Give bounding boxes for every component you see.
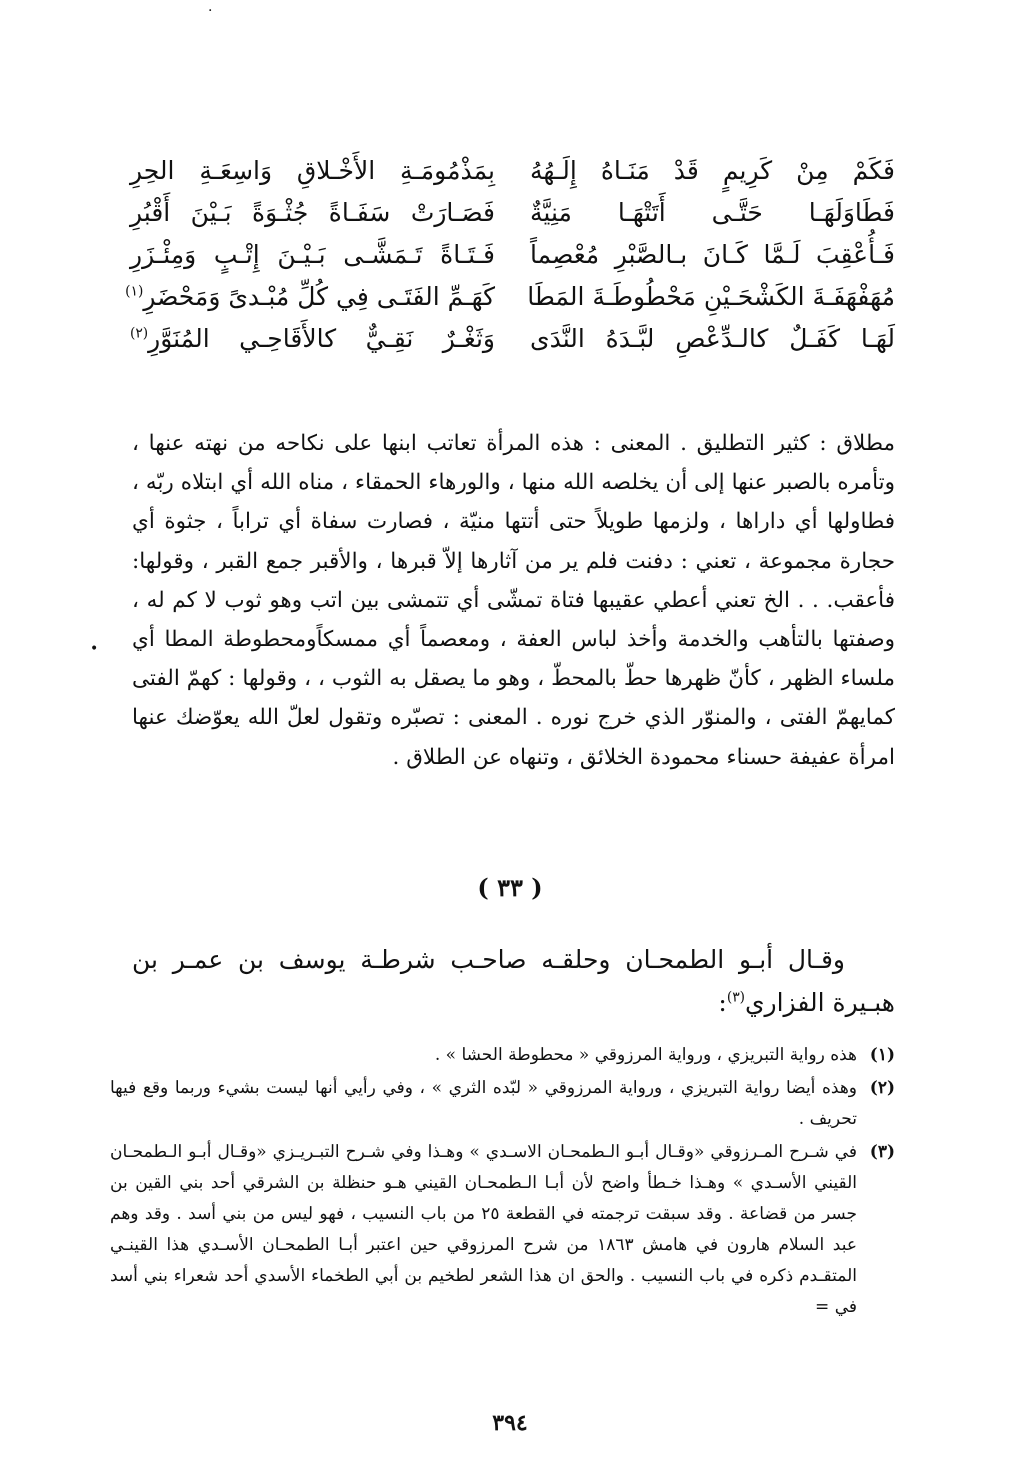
top-margin-mark: ·	[208, 3, 213, 19]
verse-4	[125, 276, 895, 318]
verse-4-second-hemistich	[125, 276, 495, 318]
footnote-1-number: (١)	[869, 1045, 895, 1065]
verse-1-first-hemistich: فَكَمْ مِنْ كَرِيمٍ قَدْ مَنَـاهُ إِلَـهُهُ	[530, 156, 895, 185]
footnote-2-number: (٢)	[869, 1078, 895, 1098]
section-number: ( ٣٣ )	[477, 873, 543, 902]
side-margin-mark: •	[90, 641, 99, 657]
verse-5-second-text: وَثَغْـرٌ نَقِـيٌّ كالأَقَاحِـي المُنَوَّرِ	[148, 324, 495, 353]
footnotes	[110, 1040, 895, 1325]
verse-3-first-hemistich: فَـأُعْقِبَ لَـمَّا كَـانَ بـالصَّبْرِ مُعْصِماً	[530, 240, 895, 269]
footnote-ref-1: (١)	[125, 283, 144, 300]
introduction-text: وقـال أبـو الطمحـان وحلقـه صاحـب شرطـة يوسف بن عمـر بن هبـيرة الفزاري	[132, 945, 895, 1017]
verse-3	[130, 234, 895, 276]
poem-introduction	[132, 938, 895, 1024]
footnote-3-number: (٣)	[869, 1142, 895, 1162]
footnote-ref-3: (٣)	[726, 989, 745, 1006]
footnote-1-text: هذه رواية التبريزي ، ورواية المرزوقي « محطوطة الحشا » .	[434, 1045, 857, 1065]
commentary-paragraph: مطلاق : كثير التطليق . المعنى : هذه المرأة تعاتب ابنها على نكاحه من نهته عنها ، وتأمره بالصبر عنها إلى أن يخلصه الله منها ، والورهاء الحمقاء ، مناه الله أي ابتلاه ربّه ، فطاولها أي داراها ، ولزمها طويلاً حتى أتتها منيّة ، فصارت سفاة أي تراباً ، جثوة أي حجارة مجموعة ، تعني : دفنت فلم ير من آثارها إلاّ قبرها ، والأقبر جمع القبر ، وقولها: فأعقب. . . الخ تعني أعطي عقيبها فتاة تمشّى أي تتمشى بين اتب وهو ثوب لا كم له ، وصفتها بالتأهب والخدمة وأخذ لباس العفة ، ومعصماً أي ممسكاًومحطوطة المطا أي ملساء الظهر ، كأنّ ظهرها حطّ بالمحطّ ، وهو ما يصقل به الثوب ، ، وقولها : كهمّ الفتى كمايهمّ الفتى ، والمنوّر الذي خرج نوره . المعنى : تصبّره وتقول لعلّ الله يعوّضك عنها امرأة عفيفة حسناء محمودة الخلائق ، وتنهاه عن الطلاق .	[132, 431, 895, 770]
poem	[125, 150, 895, 360]
verse-4-first-hemistich: مُهَفْهَفَـةَ الكَشْحَـيْنِ مَحْطُوطَـةَ المَطَا	[527, 282, 895, 311]
verse-2-second-hemistich: فَصَـارَتْ سَفَـاةً جُثْـوَةً بَـيْنَ أَقْبُرِ	[130, 198, 495, 227]
verse-2-first-hemistich: فَطَاوَلَهَـا حَتَّـى أَتَتْهَـا مَنِيَّةٌ	[530, 198, 895, 227]
introduction-paragraph	[132, 938, 895, 1024]
introduction-colon: :	[718, 988, 727, 1017]
verse-5-second-hemistich	[130, 318, 495, 360]
verse-1-second-hemistich: بِمَذْمُومَـةِ الأَخْـلاقِ وَاسِعَـةِ الحِرِ	[130, 156, 495, 185]
verse-1	[130, 150, 895, 192]
footnote-1	[110, 1040, 895, 1071]
verse-2	[130, 192, 895, 234]
commentary	[132, 424, 895, 777]
footnote-ref-2: (٢)	[130, 325, 149, 342]
footnote-2	[110, 1073, 895, 1135]
verse-4-second-text: كَهَـمِّ الفَتَـى فِي كُلِّ مُبْـدىً وَمَحْضَرِ	[143, 282, 495, 311]
verse-5-first-hemistich: لَهَـا كَفَـلٌ كالـدِّعْصِ لبَّـدَهُ النَّدَى	[530, 324, 895, 353]
verse-3-second-hemistich: فَـتَـاةً تَـمَشَّـى بَـيْـنَ إِتْـبٍ وَمِئْـزَرِ	[130, 240, 495, 269]
verse-5	[130, 318, 895, 360]
footnote-3-text: في شـرح المـرزوقي «وقـال أبـو الـطمحـان الاسـدي » وهـذا وفي شـرح التبـريـزي «وقـال أبـو الـطمحـان القيني الأسـدي » وهـذا خـطأ واضح لأن أبـا الـطمحـان القيني هـو حنظلة بن الشرقي أحد بني القين بن جسر من قضاعة . وقد سبقت ترجمته في القطعة ٢٥ من باب النسيب ، فهو ليس من بني أسد . وقد وهم عبد السلام هارون في هامش ١٨٦٣ من شرح المرزوقي حين اعتبر أبـا الطمحـان الأسـدي هذا القينـي المتقـدم ذكره في باب النسيب . والحق ان هذا الشعر لطخيم بن أبي الطخماء الأسدي أحد شعراء بني أسد في =	[110, 1142, 857, 1317]
footnote-2-text: وهذه أيضا رواية التبريزي ، ورواية المرزوقي « لبّده الثري » ، وفي رأيي أنها ليست بشيء وربما وقع فيها تحريف .	[110, 1078, 857, 1129]
footnote-3	[110, 1137, 895, 1323]
page-number: ٣٩٤	[492, 1410, 528, 1436]
